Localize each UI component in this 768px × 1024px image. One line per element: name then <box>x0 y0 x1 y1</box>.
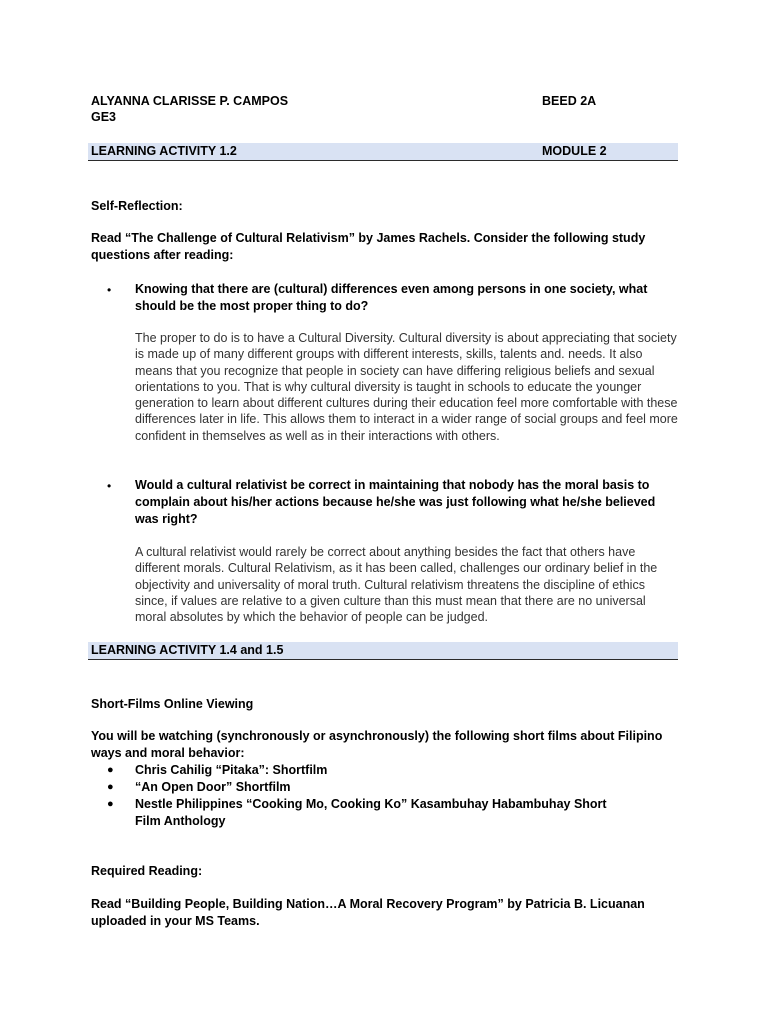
film-list <box>88 762 678 830</box>
bar-module: MODULE 2 <box>542 144 607 158</box>
bullet-icon: ● <box>107 781 114 793</box>
film-title: Chris Cahilig “Pitaka”: Shortfilm <box>135 763 328 777</box>
self-reflection-heading: Self-Reflection: <box>91 199 183 213</box>
question-1: Knowing that there are (cultural) differences even among persons in one society, what should be the most proper thing to do? <box>135 282 648 313</box>
bar-title: LEARNING ACTIVITY 1.2 <box>91 144 237 158</box>
section-bar-activity-1-4 <box>88 642 678 660</box>
film-title: “An Open Door” Shortfilm <box>135 780 291 794</box>
bullet-icon: ● <box>107 764 114 776</box>
section-bar-activity-1-2 <box>88 143 678 161</box>
student-name: ALYANNA CLARISSE P. CAMPOS <box>91 94 289 108</box>
bullet-icon: • <box>107 479 112 493</box>
list-item <box>88 779 678 796</box>
bullet-icon: • <box>107 283 112 297</box>
short-films-instruction: You will be watching (synchronously or asynchronously) the following short films about Filipino ways and moral behavior: <box>91 729 663 760</box>
short-films-heading: Short-Films Online Viewing <box>91 697 254 711</box>
answer-2: A cultural relativist would rarely be correct about anything besides the fact that others have different morals. Cultural Relativism, as it has been called, challenges our ordinary belief in the objectivity and universality of moral truth. Cultural relativism threatens the discipline of ethics since, if values are relative to a given culture than this must mean that there are no universal moral absolutes by which the behavior of people can be judged. <box>135 545 658 625</box>
student-section: BEED 2A <box>542 94 597 108</box>
question-2: Would a cultural relativist be correct in maintaining that nobody has the moral basis to complain about his/her actions because he/she was just following what he/she believed was right? <box>135 478 656 526</box>
answer-1: The proper to do is to have a Cultural Diversity. Cultural diversity is about appreciating that society is made up of many different groups with different interests, skills, talents and. needs. It also means that you recognize that people in society can have differing religious beliefs and sexual orientations to you. That is why cultural diversity is taught in schools to educate the younger generation to learn about different cultures during their education feel more comfortable with these differences later in life. This allows them to interact in a wider range of social groups and feel more confident in themselves as well as in their interactions with others. <box>135 331 678 443</box>
list-item <box>88 796 615 830</box>
required-reading-heading: Required Reading: <box>91 864 203 878</box>
required-reading-text: Read “Building People, Building Nation…A Moral Recovery Program” by Patricia B. Licuanan uploaded in your MS Teams. <box>91 897 645 928</box>
reading-instruction: Read “The Challenge of Cultural Relativism” by James Rachels. Consider the following study questions after reading: <box>91 231 646 262</box>
course-code: GE3 <box>91 110 117 124</box>
bar-title: LEARNING ACTIVITY 1.4 and 1.5 <box>91 643 284 657</box>
list-item <box>88 762 678 779</box>
film-title: Nestle Philippines “Cooking Mo, Cooking Ko” Kasambuhay Habambuhay Short Film Anthology <box>135 797 607 828</box>
bullet-icon: ● <box>107 798 114 810</box>
